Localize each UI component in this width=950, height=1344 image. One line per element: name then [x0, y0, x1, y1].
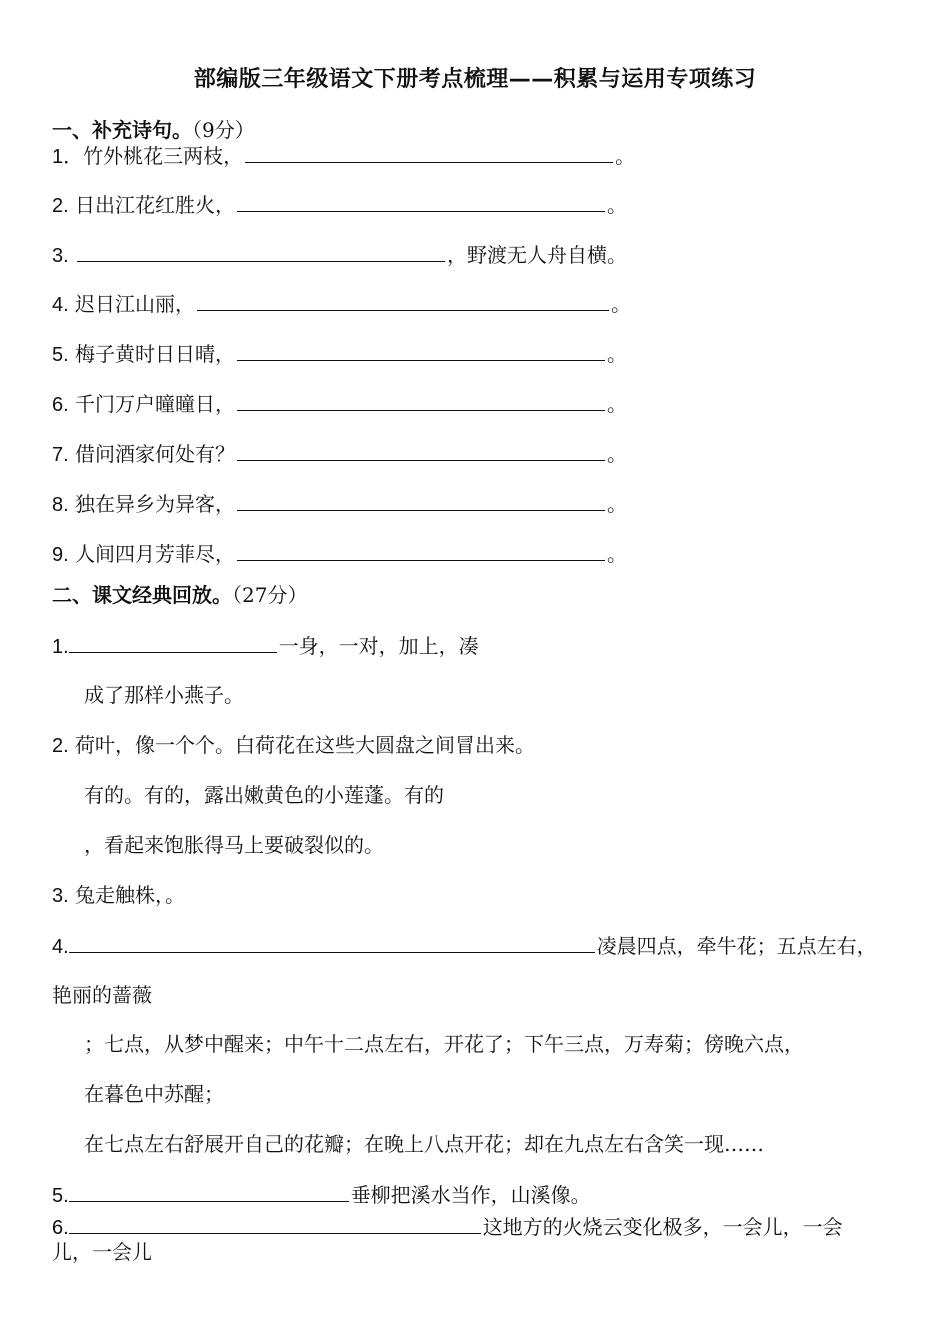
answer-blank[interactable] — [237, 540, 605, 561]
item-end: 。 — [607, 342, 628, 366]
q4-text-a: 凌晨四点，牵牛花；五点左右， — [596, 934, 877, 958]
q5-text: 垂柳把溪水当作，山溪像。 — [350, 1183, 591, 1207]
item-number: 2. — [52, 735, 69, 757]
lesson-q4-line5: 在七点左右舒展开自己的花瓣；在晚上八点开花；却在九点左右含笑一现…… — [84, 1132, 764, 1156]
item-text: 迟日江山丽， — [75, 292, 196, 316]
item-number: 5. — [52, 344, 69, 366]
lesson-q1-line1 — [52, 632, 479, 660]
item-number: 6. — [52, 1217, 69, 1239]
poem-item-8 — [52, 490, 627, 518]
answer-blank[interactable] — [69, 1181, 349, 1202]
answer-blank[interactable] — [245, 142, 613, 163]
item-end: 。 — [607, 392, 628, 416]
item-text: 千门万户曈曈日， — [75, 392, 236, 416]
lesson-q6-line2: 儿，一会儿 — [52, 1240, 152, 1264]
item-number: 6. — [52, 394, 69, 416]
lesson-q5 — [52, 1181, 591, 1209]
item-number: 1. — [52, 636, 69, 658]
lesson-q2-line1 — [52, 732, 535, 759]
poem-item-9 — [52, 540, 627, 568]
poem-item-3 — [52, 241, 627, 269]
section2-score: （27分） — [232, 583, 308, 607]
answer-blank[interactable] — [237, 390, 605, 411]
answer-blank[interactable] — [237, 340, 605, 361]
item-end: 。 — [615, 144, 636, 168]
poem-item-4 — [52, 290, 631, 318]
item-number: 3. — [52, 885, 69, 907]
poem-item-2 — [52, 191, 627, 219]
item-text: 梅子黄时日日晴， — [75, 342, 236, 366]
item-number: 8. — [52, 494, 69, 516]
item-end: 。 — [611, 292, 632, 316]
lesson-q6-line1 — [52, 1213, 843, 1241]
answer-blank[interactable] — [237, 440, 605, 461]
section2-heading — [52, 582, 307, 608]
item-text: 日出江花红胜火， — [75, 193, 236, 217]
poem-item-6 — [52, 390, 627, 418]
q6-text-a: 这地方的火烧云变化极多，一会儿，一会 — [482, 1215, 843, 1239]
item-number: 2. — [52, 195, 69, 217]
item-end: 。 — [607, 193, 628, 217]
poem-item-1 — [52, 142, 635, 170]
answer-blank[interactable] — [77, 241, 445, 262]
section1-heading — [52, 117, 255, 143]
item-end: ，野渡无人舟自横。 — [447, 243, 628, 267]
poem-item-5 — [52, 340, 627, 368]
answer-blank[interactable] — [237, 490, 605, 511]
poem-item-7 — [52, 440, 627, 468]
item-number: 7. — [52, 444, 69, 466]
section1-score: （9分） — [192, 118, 255, 142]
answer-blank[interactable] — [69, 932, 595, 953]
page-title: 部编版三年级语文下册考点梳理——积累与运用专项练习 — [193, 67, 757, 92]
lesson-q1-line2: 成了那样小燕子。 — [84, 683, 244, 707]
answer-blank[interactable] — [237, 191, 605, 212]
item-number: 1． — [52, 146, 84, 168]
section1-heading-text: 一、补充诗句。 — [52, 118, 192, 142]
answer-blank[interactable] — [69, 632, 277, 653]
section2-heading-text: 二、课文经典回放。 — [52, 583, 232, 607]
item-end: 。 — [607, 442, 628, 466]
item-number: 5. — [52, 1185, 69, 1207]
item-number: 9. — [52, 544, 69, 566]
answer-blank[interactable] — [69, 1213, 481, 1234]
item-text: 竹外桃花三两枝， — [83, 144, 244, 168]
q2-text-a: 荷叶，像一个个。白荷花在这些大圆盘之间冒出来。 — [75, 733, 536, 757]
item-number: 4. — [52, 294, 69, 316]
lesson-q2-line2: 有的。有的，露出嫩黄色的小莲蓬。有的 — [84, 783, 444, 807]
lesson-q4-line4: 在暮色中苏醒； — [84, 1082, 224, 1106]
item-end: 。 — [607, 492, 628, 516]
answer-blank[interactable] — [197, 290, 609, 311]
q3-text: 兔走触株，。 — [75, 883, 186, 907]
q1-text-a: 一身，一对，加上，凑 — [278, 634, 479, 658]
item-text: 借问酒家何处有？ — [75, 442, 236, 466]
lesson-q3 — [52, 882, 185, 909]
item-end: 。 — [607, 542, 628, 566]
item-number: 3. — [52, 245, 69, 267]
item-text: 独在异乡为异客， — [75, 492, 236, 516]
item-number: 4. — [52, 936, 69, 958]
item-text: 人间四月芳菲尽， — [75, 542, 236, 566]
lesson-q4-line3: ；七点，从梦中醒来；中午十二点左右，开花了；下午三点，万寿菊；傍晚六点， — [84, 1032, 804, 1056]
lesson-q2-line3: ，看起来饱胀得马上要破裂似的。 — [84, 833, 384, 857]
lesson-q4-line1 — [52, 932, 877, 960]
lesson-q4-line2: 艳丽的蔷薇 — [52, 983, 152, 1007]
